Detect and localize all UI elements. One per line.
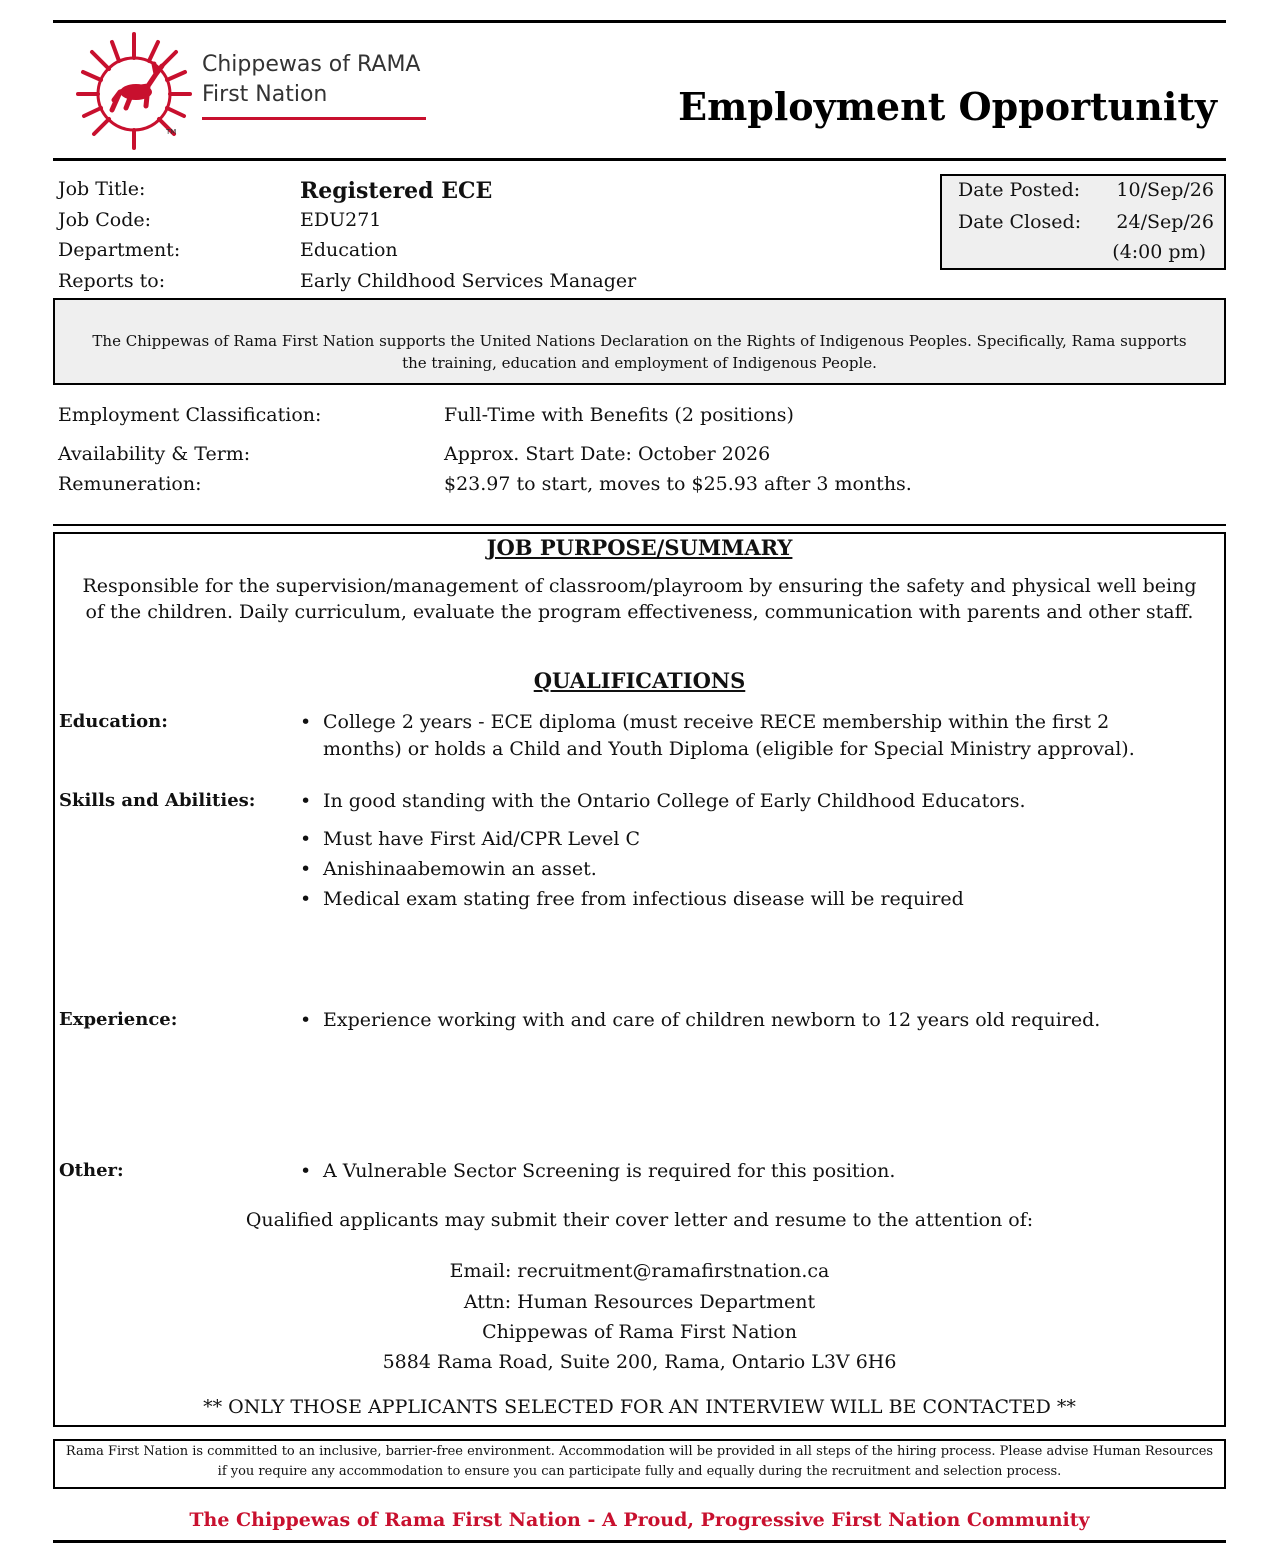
contact-email[interactable]: Email: recruitment@ramafirstnation.ca [449, 1260, 830, 1282]
job-title-value: Registered ECE [300, 178, 493, 204]
department-label: Department: [58, 239, 181, 261]
reports-to-label: Reports to: [58, 270, 166, 292]
list-item: • Experience working with and care of children newborn to 12 years old required. [300, 1007, 1180, 1034]
contact-intro: Qualified applicants may submit their cover letter and resume to the attention of: [245, 1209, 1034, 1231]
job-code-label: Job Code: [58, 209, 152, 231]
date-closed-value: 24/Sep/26 [1116, 211, 1214, 233]
org-name-line1: Chippewas of RAMA [202, 52, 421, 77]
section-rule [53, 524, 1226, 526]
employment-classification-value: Full-Time with Benefits (2 positions) [444, 404, 794, 426]
list-item: • Must have First Aid/CPR Level C [300, 826, 1180, 853]
job-code-value: EDU271 [300, 209, 382, 231]
undrip-declaration: The Chippewas of Rama First Nation supports the United Nations Declaration on the Rights of Indigenous Peoples. Specifically, Rama supports the training, education and employment of Indigenous People. [53, 298, 1226, 385]
skills-label: Skills and Abilities: [59, 790, 256, 811]
top-rule [53, 20, 1226, 23]
employment-classification-label: Employment Classification: [58, 404, 322, 426]
list-item: • Anishinaabemowin an asset. [300, 856, 1180, 883]
remuneration-label: Remuneration: [58, 473, 202, 495]
header-rule [53, 158, 1226, 161]
job-title-label: Job Title: [58, 178, 146, 200]
education-list [300, 709, 1180, 763]
date-posted-label: Date Posted: [958, 179, 1081, 201]
page-title: Employment Opportunity [678, 84, 1217, 129]
list-item: • A Vulnerable Sector Screening is required for this position. [300, 1158, 1180, 1185]
other-label: Other: [59, 1160, 124, 1181]
interview-notice: ** ONLY THOSE APPLICANTS SELECTED FOR AN INTERVIEW WILL BE CONTACTED ** [203, 1396, 1076, 1418]
list-item: • In good standing with the Ontario College of Early Childhood Educators. [300, 788, 1180, 815]
remuneration-value: $23.97 to start, moves to $25.93 after 3 months. [444, 473, 912, 495]
org-name-line2: First Nation [202, 82, 328, 107]
contact-org: Chippewas of Rama First Nation [482, 1321, 797, 1343]
list-item: • College 2 years - ECE diploma (must receive RECE membership within the first 2 months) or holds a Child and Youth Diploma (eligible for Special Ministry approval). [300, 709, 1180, 763]
date-posted-value: 10/Sep/26 [1116, 179, 1214, 201]
availability-label: Availability & Term: [58, 443, 251, 465]
education-label: Education: [59, 711, 168, 732]
other-list [300, 1158, 1180, 1185]
experience-label: Experience: [59, 1009, 178, 1030]
department-value: Education [300, 239, 398, 261]
experience-list [300, 1007, 1180, 1034]
reports-to-value: Early Childhood Services Manager [300, 270, 637, 292]
date-box [940, 174, 1226, 270]
community-tagline: The Chippewas of Rama First Nation - A Proud, Progressive First Nation Community [189, 1509, 1090, 1531]
contact-attn: Attn: Human Resources Department [463, 1291, 816, 1313]
availability-value: Approx. Start Date: October 2026 [444, 443, 771, 465]
contact-address: 5884 Rama Road, Suite 200, Rama, Ontario L3V 6H6 [382, 1351, 897, 1373]
job-purpose-heading: JOB PURPOSE/SUMMARY [486, 535, 793, 560]
date-closed-time: (4:00 pm) [1112, 241, 1206, 263]
logo-trademark: TM [166, 128, 177, 136]
accommodation-statement: Rama First Nation is committed to an inclusive, barrier-free environment. Accommodation will be provided in all steps of the hiring process. Please advise Human Resources if you require any accommodation to ensure you can participate fully and equally during the recruitment and selection process. [53, 1439, 1226, 1489]
org-logo [74, 30, 194, 150]
bottom-rule [53, 1540, 1226, 1543]
job-purpose-text: Responsible for the supervision/management of classroom/playroom by ensuring the safety and physical well being of the children. Daily curriculum, evaluate the program effectiveness, communication with parents and other staff. [82, 575, 1197, 623]
qualifications-heading: QUALIFICATIONS [533, 668, 746, 693]
list-item: • Medical exam stating free from infectious disease will be required [300, 886, 1180, 913]
date-closed-label: Date Closed: [958, 211, 1082, 233]
skills-list [300, 788, 1180, 913]
logo-underline [202, 117, 426, 120]
